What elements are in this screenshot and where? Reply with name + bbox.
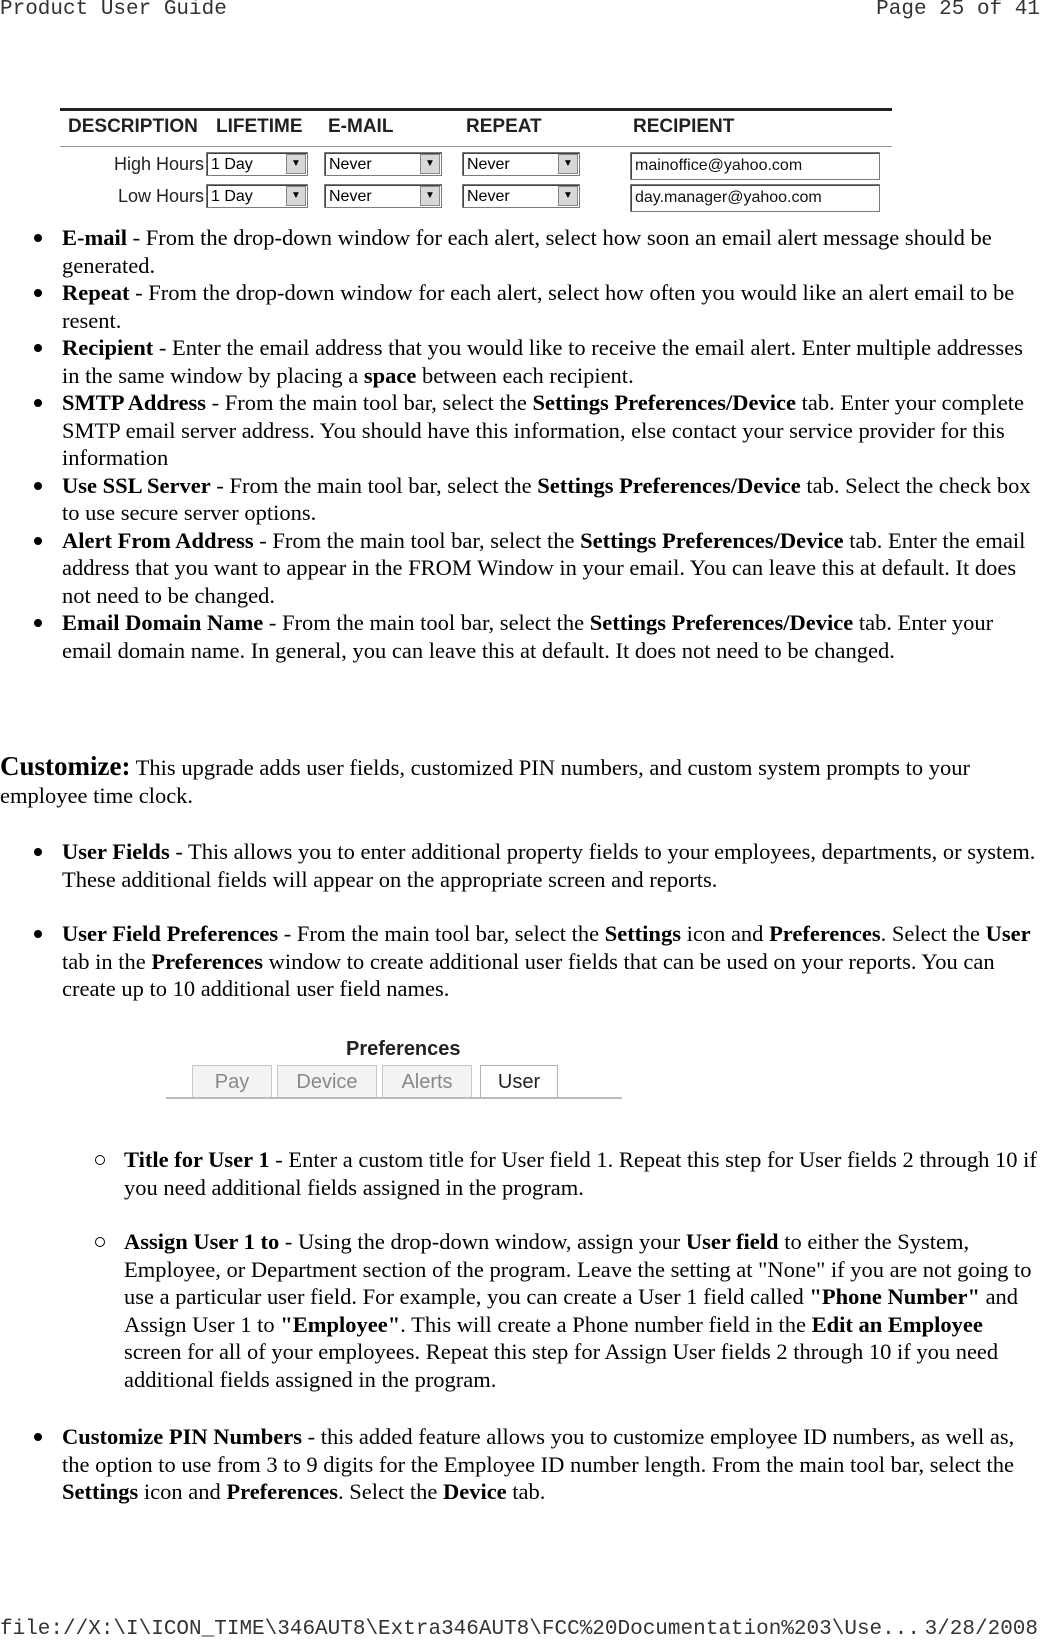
lifetime-select[interactable] [206, 152, 308, 176]
list-item [0, 334, 1045, 389]
dropdown-arrow-icon[interactable]: ▼ [420, 186, 440, 206]
bullet-icon [34, 930, 42, 938]
bullet-icon [34, 619, 42, 627]
term: Recipient [62, 335, 154, 360]
tab-pay[interactable]: Pay [192, 1065, 272, 1097]
preferences-title: Preferences [346, 1038, 461, 1060]
term: Repeat [62, 280, 130, 305]
desc: - From the drop-down window for each alert, select how soon an email alert message should be generated. [62, 225, 992, 278]
selected-value: 1 Day [211, 156, 253, 173]
selected-value: Never [467, 188, 510, 205]
recipient-input[interactable]: day.manager@yahoo.com [630, 184, 880, 212]
list-item [0, 609, 1045, 664]
desc: tab. [506, 1479, 546, 1504]
list-item [0, 838, 1045, 893]
desc: - Enter a custom title for User field 1. Repeat this step for User fields 2 through 10 if you need additional fields assigned in the program. [124, 1147, 1037, 1200]
term: Assign User 1 to [124, 1229, 280, 1254]
table-top-rule [60, 108, 892, 111]
emph: "Employee" [280, 1311, 401, 1337]
desc: - From the main tool bar, select the [210, 472, 538, 498]
term: E-mail [62, 225, 127, 250]
user-field-prefs-list [0, 920, 1045, 1003]
emph: "Phone Number" [809, 1284, 980, 1309]
desc: and Assign User 1 to [124, 1284, 1019, 1337]
alert-settings-table [60, 108, 892, 216]
dropdown-arrow-icon[interactable]: ▼ [286, 154, 306, 174]
term: Customize PIN Numbers [62, 1424, 302, 1449]
list-item [0, 472, 1045, 527]
dropdown-arrow-icon[interactable]: ▼ [558, 186, 578, 206]
term: Alert From Address [62, 527, 254, 553]
customize-pin-list [0, 1423, 1045, 1506]
print-date: 3/28/2008 [924, 1618, 1038, 1641]
document-title: Product User Guide [0, 0, 227, 21]
row-label-high-hours: High Hours [113, 154, 204, 174]
header-email: E-MAIL [328, 116, 394, 137]
file-path: file://X:\I\ICON_TIME\346AUT8\Extra346AUT8\FCC%20Documentation%203\Use... [0, 1618, 920, 1641]
bullet-icon [34, 1433, 42, 1441]
desc: between each recipient. [416, 362, 634, 388]
term: Title for User 1 [124, 1147, 270, 1172]
repeat-select[interactable] [462, 152, 580, 176]
term: Email Domain Name [62, 610, 264, 635]
repeat-select[interactable] [462, 184, 580, 208]
emph: User field [685, 1229, 779, 1254]
recipient-input[interactable]: mainoffice@yahoo.com [630, 152, 880, 180]
header-recipient: RECIPIENT [633, 116, 735, 137]
list-item [0, 1423, 1045, 1506]
emph: Settings Preferences/Device [589, 610, 854, 635]
desc: tab. Enter your email domain name. In general, you can leave this at default. It does not need to be changed. [62, 610, 994, 663]
emph: space [363, 362, 417, 388]
alert-options-list [0, 224, 1045, 664]
desc: icon and [680, 921, 770, 946]
user-field-steps-list [0, 1146, 1045, 1393]
desc: - Using the drop-down window, assign your [279, 1229, 686, 1254]
list-item [0, 389, 1045, 472]
preferences-window-tabs [166, 1038, 622, 1100]
bullet-icon [34, 537, 42, 545]
desc: - From the main tool bar, select the [253, 527, 581, 553]
tab-device[interactable]: Device [277, 1065, 377, 1097]
tab-user[interactable]: User [480, 1065, 558, 1097]
email-select[interactable] [324, 152, 442, 176]
dropdown-arrow-icon[interactable]: ▼ [558, 154, 578, 174]
desc: - From the main tool bar, select the [206, 390, 533, 415]
emph: Settings Preferences/Device [580, 527, 844, 553]
desc: - From the main tool bar, select the [263, 610, 590, 635]
desc: - Enter the email address that you would like to receive the email alert. Enter multiple addresses in the same window by placing a [62, 335, 1023, 388]
emph: Device [442, 1479, 507, 1504]
list-item [0, 527, 1045, 610]
desc: - this added feature allows you to customize employee ID numbers, as well as, the option to use from 3 to 9 digits for the Employee ID number length. From the main tool bar, select the [62, 1424, 1015, 1477]
desc: tab. Enter your complete SMTP email server address. You should have this information, else contact your service provider for this information [62, 390, 1025, 470]
selected-value: Never [467, 156, 510, 173]
row-label-low-hours: Low Hours [117, 186, 204, 206]
term: User Field Preferences [62, 921, 279, 946]
list-item [0, 279, 1045, 334]
section-heading: Customize: [0, 751, 131, 781]
term: SMTP Address [62, 390, 206, 415]
lifetime-select[interactable] [206, 184, 308, 208]
user-fields-list [0, 838, 1045, 893]
emph: Settings Preferences/Device [532, 390, 796, 415]
circle-bullet-icon [95, 1155, 105, 1165]
bullet-icon [34, 234, 42, 242]
desc: screen for all of your employees. Repeat this step for Assign User fields 2 through 10 if you need additional fields assigned in the program. [124, 1339, 999, 1392]
emph: Preferences [226, 1479, 338, 1504]
desc: . Select the [337, 1479, 443, 1504]
desc: to either the System, Employee, or Department section of the program. Leave the setting at "None" if you are not going to use a particular user field. For example, you can create a User 1 field called [124, 1229, 1032, 1309]
bullet-icon [34, 289, 42, 297]
header-repeat: REPEAT [466, 116, 542, 137]
desc: tab. Enter the email address that you want to appear in the FROM Window in your email. You can leave this at default. It does not need to be changed. [62, 527, 1026, 608]
desc: icon and [138, 1479, 227, 1504]
emph: Preferences [769, 921, 881, 946]
term: Use SSL Server [62, 472, 211, 498]
bullet-icon [34, 344, 42, 352]
page-number: Page 25 of 41 [876, 0, 1040, 21]
list-item [0, 920, 1045, 1003]
bullet-icon [34, 848, 42, 856]
emph: Settings [62, 1479, 139, 1504]
emph: Preferences [151, 948, 263, 974]
emph: User [985, 921, 1031, 946]
tab-baseline [166, 1097, 622, 1099]
circle-bullet-icon [95, 1237, 105, 1247]
emph: Settings Preferences/Device [537, 472, 801, 498]
selected-value: Never [329, 156, 372, 173]
bullet-icon [34, 482, 42, 490]
desc: tab in the [62, 948, 152, 974]
email-select[interactable] [324, 184, 442, 208]
section-intro: This upgrade adds user fields, customized PIN numbers, and custom system prompts to your employee time clock. [0, 755, 970, 808]
list-item [0, 1146, 1045, 1201]
dropdown-arrow-icon[interactable]: ▼ [286, 186, 306, 206]
desc: . Select the [880, 921, 986, 946]
emph: Edit an Employee [811, 1311, 983, 1337]
header-lifetime: LIFETIME [216, 116, 303, 137]
desc: tab. Select the check box to use secure server options. [62, 472, 1031, 525]
header-description: DESCRIPTION [68, 116, 198, 137]
desc: - From the drop-down window for each alert, select how often you would like an alert email to be resent. [62, 280, 1015, 333]
desc: window to create additional user fields that can be used on your reports. You can create up to 10 additional user field names. [62, 948, 995, 1001]
desc: . This will create a Phone number field in the [400, 1311, 812, 1337]
term: User Fields [62, 839, 170, 864]
emph: Settings [604, 921, 681, 946]
bullet-icon [34, 399, 42, 407]
desc: - This allows you to enter additional property fields to your employees, departments, or system. These additional fields will appear on the appropriate screen and reports. [62, 839, 1036, 892]
dropdown-arrow-icon[interactable]: ▼ [420, 154, 440, 174]
selected-value: Never [329, 188, 372, 205]
tab-alerts[interactable]: Alerts [382, 1065, 472, 1097]
customize-paragraph [0, 752, 1040, 810]
list-item [0, 1228, 1045, 1393]
table-header-rule [60, 146, 892, 147]
desc: - From the main tool bar, select the [278, 921, 605, 946]
selected-value: 1 Day [211, 188, 253, 205]
list-item [0, 224, 1045, 279]
